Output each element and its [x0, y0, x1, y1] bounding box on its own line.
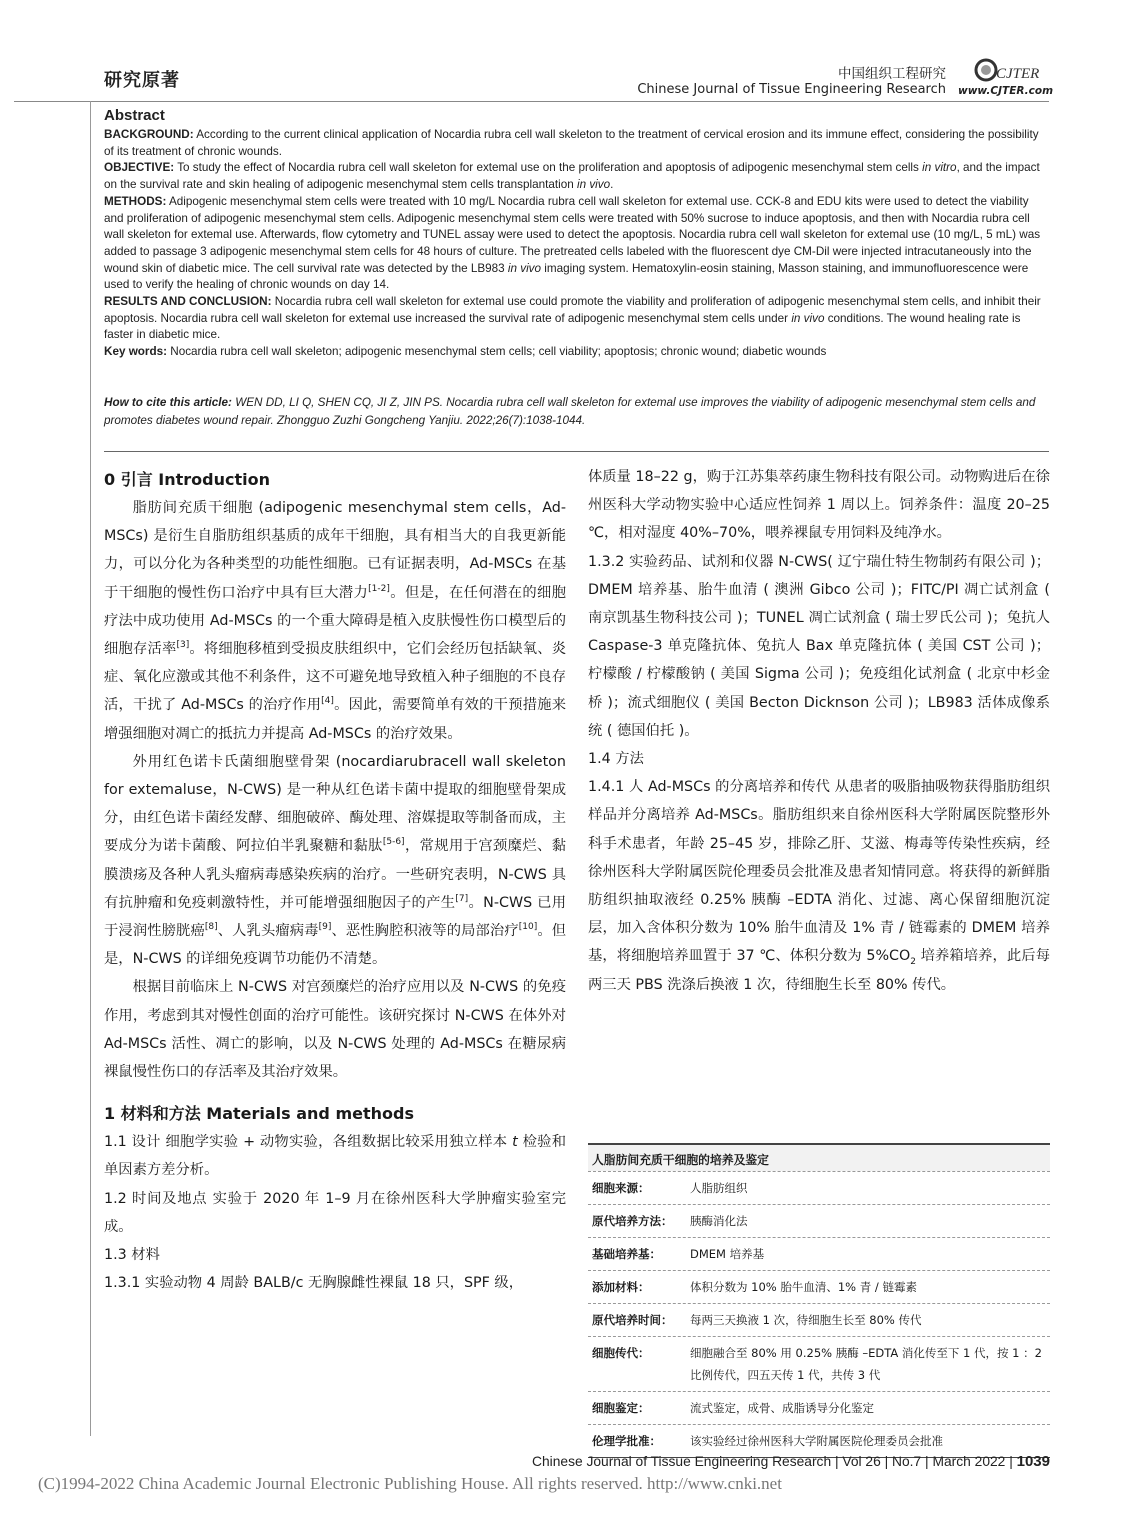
- info-row: [588, 1391, 1050, 1424]
- info-row-label: 基础培养基：: [592, 1247, 661, 1261]
- abstract: [104, 106, 1050, 361]
- section-1-3: 1.3 材料: [104, 1247, 160, 1264]
- abstract-divider: [104, 451, 1049, 452]
- abstract-results: RESULTS AND CONCLUSION: Nocardia rubra cell wall skeleton for extemal use could promote the viability and proliferation of adipogenic mesenchymal stem cells, and inhibit their apoptosis. Nocardia rubra cell wall skeleton for extemal use increased the survival rate of adipogenic mesenchymal stem cells under in vivo conditions. The wound healing rate is faster in diabetic mice.: [104, 295, 1041, 342]
- intro-paragraph-3: 根据目前临床上 N-CWS 对宫颈糜烂的治疗应用以及 N-CWS 的免疫作用，考虑到其对慢性创面的治疗可能性。该研究探讨 N-CWS 在体外对 Ad-MSCs 活性、凋亡的影响，以及 N-CWS 处理的 Ad-MSCs 在糖尿病裸鼠慢性伤口的存活率及其治疗效果。: [104, 979, 566, 1081]
- animals-continued: 体质量 18–22 g，购于江苏集萃药康生物科技有限公司。动物购进后在徐州医科大学动物实验中心适应性饲养 1 周以上。饲养条件：温度 20–25 ℃，相对湿度 40%–70%，喂养裸鼠专用饲料及纯净水。: [588, 469, 1051, 542]
- info-row-label: 添加材料：: [592, 1280, 650, 1294]
- intro-paragraph-2: 外用红色诺卡氏菌细胞壁骨架 (nocardiarubracell wall skeleton for extemaluse，N-CWS) 是一种从红色诺卡菌中提取的细胞壁骨架成分，由红色诺卡菌经发酵、细胞破碎、酶处理、溶媒提取等制备而成，主要成分为诺卡菌酸、阿拉伯半乳聚糖和黏肽[5-6]，常规用于宫颈糜烂、黏膜溃疡及各种人乳头瘤病毒感染疾病的治疗。一些研究表明，N-CWS 具有抗肿瘤和免疫刺激特性，并可能增强细胞因子的产生[7]。N-CWS 已用于浸润性膀胱癌[8]、人乳头瘤病毒[9]、恶性胸腔积液等的局部治疗[10]。但是，N-CWS 的详细免疫调节功能仍不清楚。: [104, 753, 567, 968]
- logo-text: CJTER: [996, 66, 1040, 82]
- info-row-label: 原代培养方法：: [592, 1214, 673, 1228]
- body-column-right: [588, 463, 1050, 999]
- info-row-label: 原代培养时间：: [592, 1313, 673, 1327]
- info-row-label: 细胞来源：: [592, 1181, 650, 1195]
- info-row-value: 该实验经过徐州医科大学附属医院伦理委员会批准: [690, 1434, 943, 1448]
- section-1-2: 1.2 时间及地点 实验于 2020 年 1–9 月在徐州医科大学肿瘤实验室完成。: [104, 1190, 566, 1235]
- info-row: [588, 1303, 1050, 1336]
- abstract-background: BACKGROUND: According to the current clinical application of Nocardia rubra cell wall skeleton to the treatment of cervical erosion and its immune effect, considering the possibility of its treatment of chronic wounds.: [104, 128, 1039, 158]
- copyright-notice: (C)1994-2022 China Academic Journal Electronic Publishing House. All rights reserved. http://www.cnki.net: [38, 1474, 782, 1493]
- body-column-left: [104, 466, 566, 1297]
- abstract-methods: METHODS: Adipogenic mesenchymal stem cells were treated with 10 mg/L Nocardia rubra cell wall skeleton for extemal use. CCK-8 and EDU kits were used to detect the viability and proliferation of adipogenic mesenchymal stem cells. Adipogenic mesenchymal stem cells were treated with 50% sucrose to induce apoptosis, and then with Nocardia rubra cell wall skeleton for extemal use. Afterwards, flow cytometry and TUNEL assay were used to detect the apoptosis. Nocardia rubra cell wall skeleton for extemal use (10 mg/L, 5 mL) was added to passage 3 adipogenic mesenchymal stem cells for 48 hours of culture. The pretreated cells labeled with the fluorescent dye CM-Dil were injected intracutaneously into the wound skin of diabetic mice. The cell survival rate was detected by the LB983 in vivo imaging system. Hematoxylin-eosin staining, Masson staining, and immunofluorescence were used to verify the healing of chronic wounds on day 14.: [104, 194, 1041, 292]
- intro-paragraph-1: 脂肪间充质干细胞 (adipogenic mesenchymal stem cells，Ad-MSCs) 是衍生自脂肪组织基质的成年干细胞，具有相当大的自我更新能力，可以分化为各种类型的功能性细胞。已有证据表明，Ad-MSCs 在基于干细胞的慢性伤口治疗中具有巨大潜力[1-2]。但是，在任何潜在的细胞疗法中成功使用 Ad-MSCs 的一个重大障碍是植入皮肤慢性伤口模型后的细胞存活率[3]。将细胞移植到受损皮肤组织中，它们会经历包括缺氧、炎症、氧化应激或其他不利条件，这不可避免地导致植入种子细胞的不良存活，干扰了 Ad-MSCs 的治疗作用[4]。因此，需要简单有效的干预措施来增强细胞对凋亡的抵抗力并提高 Ad-MSCs 的治疗效果。: [104, 500, 567, 742]
- journal-title-en: Chinese Journal of Tissue Engineering Research: [637, 82, 946, 97]
- info-row-label: 伦理学批准：: [592, 1434, 661, 1448]
- info-row-value: 胰酶消化法: [690, 1214, 748, 1228]
- citation-note: How to cite this article: WEN DD, LI Q, SHEN CQ, JI Z, JIN PS. Nocardia rubra cell wall skeleton for extemal use improves the viability of adipogenic mesenchymal stem cells and promotes diabetes wound repair. Zhongguo Zuzhi Gongcheng Yanjiu. 2022;26(7):1038-1044.: [104, 396, 1036, 427]
- methods-heading: 1 材料和方法 Materials and methods: [104, 1104, 414, 1124]
- cell-culture-info-box: [588, 1143, 1050, 1458]
- info-row-label: 细胞鉴定：: [592, 1401, 650, 1415]
- section-1-3-1: 1.3.1 实验动物 4 周龄 BALB/c 无胸腺雌性裸鼠 18 只，SPF 级，: [104, 1275, 524, 1292]
- section-1-4: 1.4 方法: [588, 751, 644, 768]
- info-row: [588, 1204, 1050, 1237]
- section-1-1: 1.1 设计 细胞学实验 + 动物实验，各组数据比较采用独立样本 t 检验和单因素方差分析。: [104, 1134, 567, 1179]
- info-row-label: 细胞传代：: [592, 1346, 650, 1360]
- section-1-3-2: 1.3.2 实验药品、试剂和仪器 N-CWS( 辽宁瑞仕特生物制药有限公司 )；DMEM 培养基、胎牛血清 ( 澳洲 Gibco 公司 )；FITC/PI 凋亡试剂盒 ( 南京凯基生物科技公司 )；TUNEL 凋亡试剂盒 ( 瑞士罗氏公司 )；兔抗人 Caspase-3 单克隆抗体、兔抗人 Bax 单克隆抗体 ( 美国 CST 公司 )；柠檬酸 / 柠檬酸钠 ( 美国 Sigma 公司 )；免疫组化试剂盒 ( 北京中杉金桥 )；流式细胞仪 ( 美国 Becton Dicknson 公司 )；LB983 活体成像系统 ( 德国伯托 )。: [588, 553, 1050, 739]
- abstract-keywords: Key words: Nocardia rubra cell wall skeleton; adipogenic mesenchymal stem cells; cell viability; apoptosis; chronic wound; diabetic wounds: [104, 345, 827, 359]
- header-divider: [14, 101, 1049, 102]
- left-margin-rule: [90, 101, 91, 1436]
- info-row-value: 人脂肪组织: [690, 1181, 748, 1195]
- abstract-objective: OBJECTIVE: To study the effect of Nocardia rubra cell wall skeleton for extemal use on the proliferation and apoptosis of adipogenic mesenchymal stem cells in vitro, and the impact on the survival rate and skin healing of adipogenic mesenchymal stem cells transplantation in vivo.: [104, 161, 1040, 192]
- abstract-heading: Abstract: [104, 107, 165, 124]
- info-row: [588, 1237, 1050, 1270]
- page-number: 1039: [1016, 1453, 1050, 1470]
- journal-url: www.CJTER.com: [958, 85, 1054, 97]
- info-row-value: 每两三天换液 1 次，待细胞生长至 80% 传代: [690, 1313, 922, 1327]
- info-row-value: DMEM 培养基: [690, 1247, 765, 1261]
- info-row: [588, 1336, 1050, 1391]
- info-row-value: 细胞融合至 80% 用 0.25% 胰酶 –EDTA 消化传至下 1 代，按 1 ：2 比例传代，四五天传 1 代，共传 3 代: [690, 1346, 1042, 1382]
- introduction-heading: 0 引言 Introduction: [104, 470, 270, 489]
- info-row: [588, 1171, 1050, 1204]
- section-1-4-1: 1.4.1 人 Ad-MSCs 的分离培养和传代 从患者的吸脂抽吸物获得脂肪组织样品并分离培养 Ad-MSCs。脂肪组织来自徐州医科大学附属医院整形外科手术患者，年龄 25–45 岁，排除乙肝、艾滋、梅毒等传染性疾病，经徐州医科大学附属医院伦理委员会批准及患者知情同意。将获得的新鲜脂肪组织抽取液经 0.25% 胰酶 –EDTA 消化、过滤、离心保留细胞沉淀层，加入含体积分数为 10% 胎牛血清及 1% 青 / 链霉素的 DMEM 培养基，将细胞培养皿置于 37 ℃、体积分数为 $5\%CO_2$ 培养箱培养，此后每两三天 PBS 洗涤后换液 1 次，待细胞生长至 80% 传代。: [588, 779, 1050, 993]
- info-row: [588, 1270, 1050, 1303]
- info-box-title: 人脂肪间充质干细胞的培养及鉴定: [588, 1145, 1050, 1171]
- page-footer: Chinese Journal of Tissue Engineering Research | Vol 26 | No.7 | March 2022 | 1039: [532, 1453, 1050, 1470]
- info-row-value: 体积分数为 10% 胎牛血清、1% 青 / 链霉素: [690, 1280, 917, 1294]
- section-label: 研究原著: [104, 70, 180, 91]
- journal-title-cn: 中国组织工程研究: [838, 66, 946, 82]
- info-row-value: 流式鉴定，成骨、成脂诱导分化鉴定: [690, 1401, 874, 1415]
